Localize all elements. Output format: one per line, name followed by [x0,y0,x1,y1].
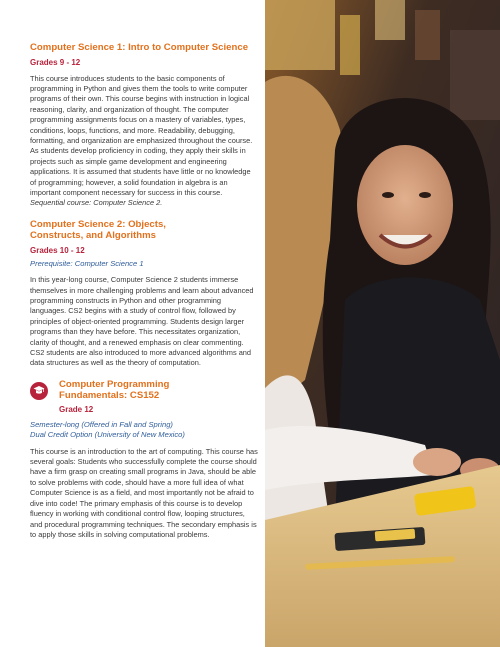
course-cs2 [30,219,258,369]
course-title [59,379,169,402]
course-title [30,219,258,242]
students-photo [265,0,500,647]
dual-credit-note: Dual Credit Option (University of New Mexico) [30,430,185,440]
sequential-note: Sequential course: Computer Science 2. [30,198,163,208]
course-cs1 [30,42,258,209]
course-title: Computer Science 1: Intro to Computer Science [30,42,249,53]
course-grades: Grades 9 - 12 [30,57,81,67]
course-description [30,74,258,209]
course-description: This course is an introduction to the art of computing. This course has several goals: Students who successfully complete the course should have a firm grasp on creating small programs in Java, should be able to solve problems with code, should have a more full idea of what Computer Science is as a field, and most importantly not be afraid to dive into code! The primary emphasis of this course is to develop fluency in working with conditional control flow, looping structures, and procedural programming techniques. The secondary emphasis is to apply those skills in solving computational problems. [30,446,258,539]
course-title-line2: Constructs, and Algorithms [30,230,156,242]
course-title-line1: Computer Science 2: Objects, [30,218,166,230]
course-title-line1: Computer Programming [59,378,170,390]
course-header [30,379,258,405]
course-cs152 [30,379,258,540]
graduation-cap-icon [30,382,48,400]
semester-note: Semester-long (Offered in Fall and Spring) [30,419,173,429]
course-list [30,42,258,550]
course-grade-wrap [30,405,258,415]
course-grades: Grade 12 [59,404,94,414]
course-description: In this year-long course, Computer Science 2 students immerse themselves in more challenging problems and learn about advanced programming constructs in Python and other programming languages. CS2 begins with a study of control flow, followed by principles of object-oriented programming. Students design larger programs than they have before. This necessitates organization, clarity of thought, and a renewed emphasis on clear commenting. CS2 students are also introduced to more advanced algorithms and data structures as well as the theory of computation. [30,275,254,368]
description-text: This course introduces students to the basic components of programming in Python and gives them the tools to write computer programs of their own. This course begins with instruction in logical reasoning, clarity, and organization of thought. The computer programming assignments focus on a mastery of variables, types, conditions, loops, functions, and more. Readability, debugging, formatting, and organization are emphasized throughout the course. As students develop proficiency in coding, they apply their skills in projects such as simple game development and engineering applications. It is assumed that students have little or no knowledge of programming; however, a solid foundation in algebra is an important component necessary for success in this course. [30,73,253,197]
course-grades: Grades 10 - 12 [30,245,85,255]
course-title-line2: Fundamentals: CS152 [59,390,160,402]
prerequisite-note: Prerequisite: Computer Science 1 [30,258,144,268]
